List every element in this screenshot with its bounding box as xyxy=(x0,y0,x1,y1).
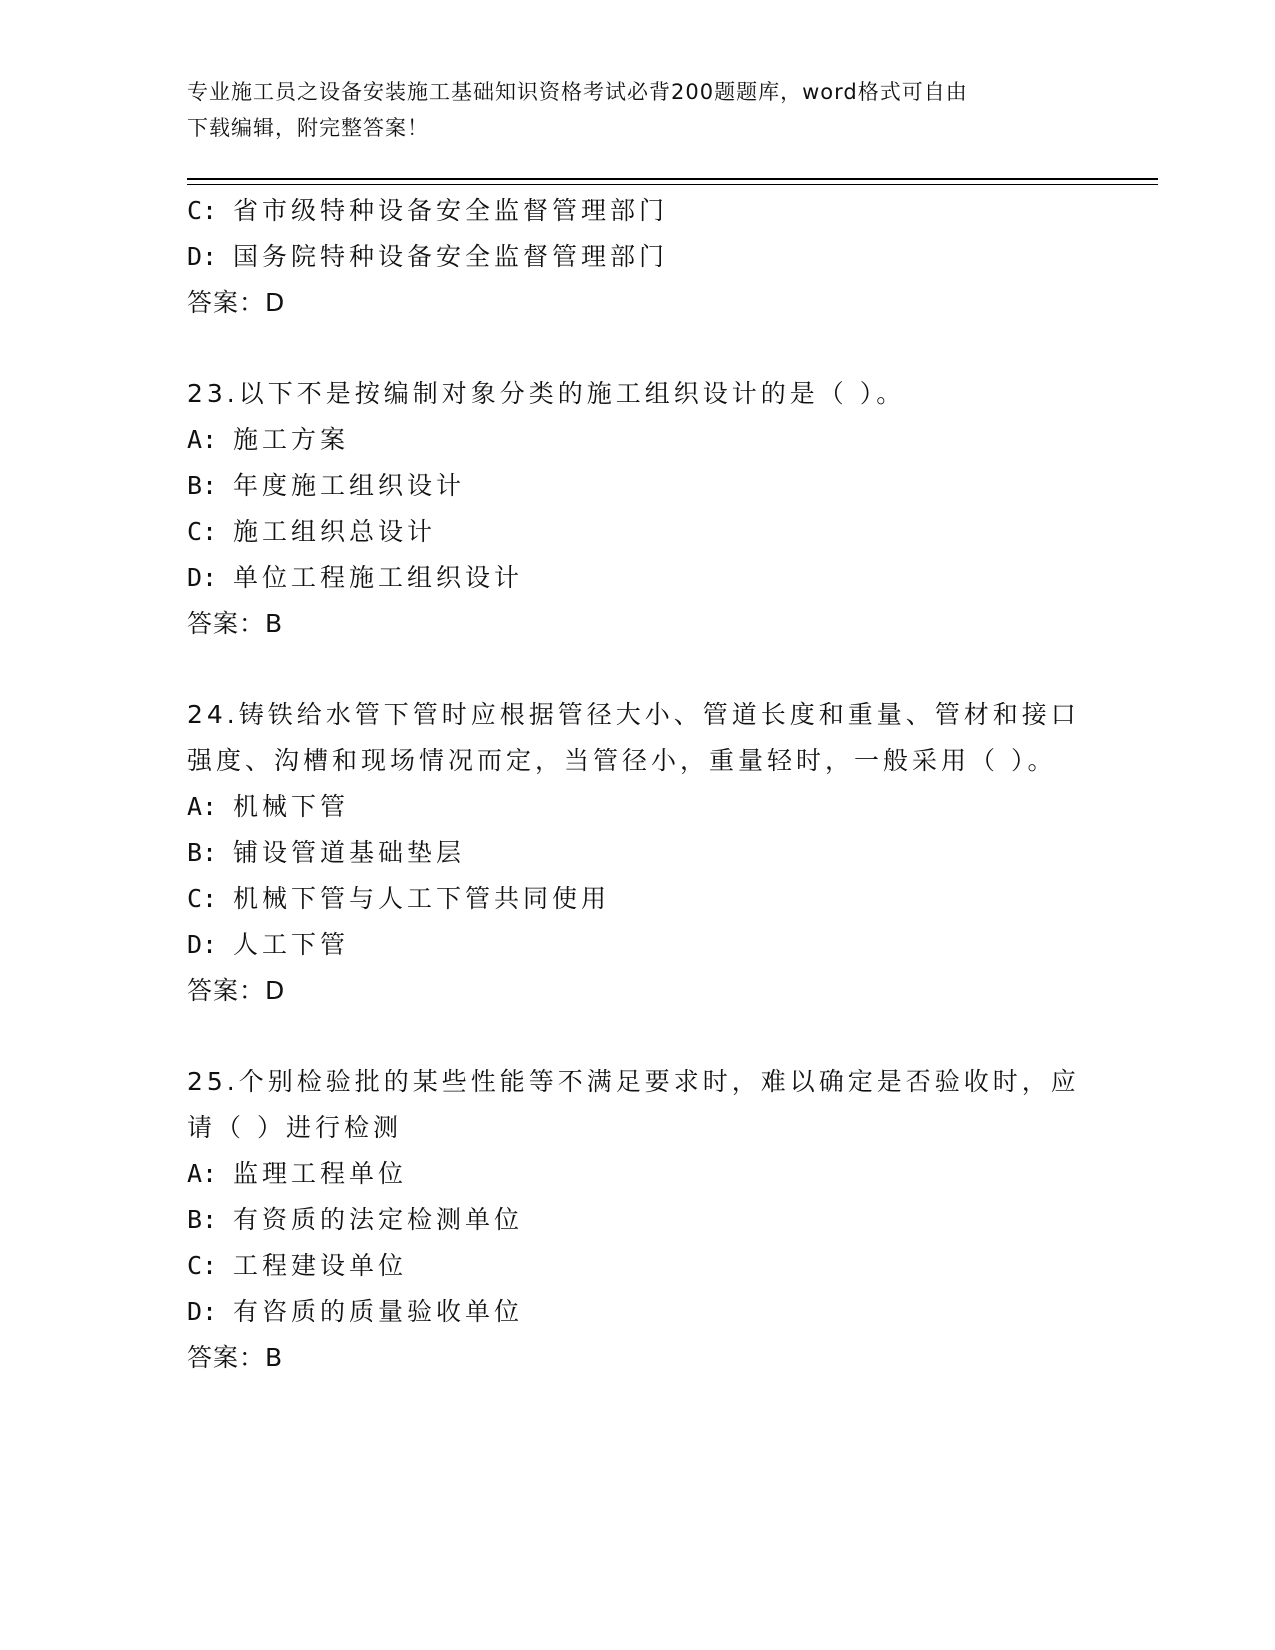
answer-line: 答案：D xyxy=(187,288,286,317)
option-letter: D: xyxy=(187,242,218,271)
question-25 xyxy=(187,1059,1087,1381)
header-rule-thick xyxy=(187,178,1158,180)
option-c xyxy=(187,509,1087,555)
header-rule-thin xyxy=(187,184,1158,185)
option-c xyxy=(187,876,1087,922)
option-text: 年度施工组织设计 xyxy=(233,471,466,500)
option-letter: A: xyxy=(187,1159,218,1188)
question-24 xyxy=(187,692,1087,1014)
option-a xyxy=(187,417,1087,463)
header-line-1: 专业施工员之设备安装施工基础知识资格考试必背200题题库，word格式可自由 xyxy=(187,80,968,104)
option-b xyxy=(187,830,1087,876)
option-text: 国务院特种设备安全监督管理部门 xyxy=(233,242,669,271)
question-stem-line-2: 强度、沟槽和现场情况而定，当管径小，重量轻时，一般采用（ ）。 xyxy=(187,746,1057,775)
option-a xyxy=(187,1151,1087,1197)
header-line-2: 下载编辑，附完整答案！ xyxy=(187,116,429,140)
option-d xyxy=(187,922,1087,968)
option-text: 监理工程单位 xyxy=(233,1159,408,1188)
option-d xyxy=(187,1289,1087,1335)
option-text: 工程建设单位 xyxy=(233,1251,408,1280)
option-text: 机械下管 xyxy=(233,792,350,821)
question-content xyxy=(187,188,1087,1381)
option-d xyxy=(187,234,1087,280)
option-text: 铺设管道基础垫层 xyxy=(233,838,466,867)
option-b xyxy=(187,1197,1087,1243)
option-c xyxy=(187,1243,1087,1289)
option-letter: D: xyxy=(187,1297,218,1326)
option-letter: D: xyxy=(187,563,218,592)
question-stem-line-2: 请（ ）进行检测 xyxy=(187,1113,402,1142)
answer-line: 答案：B xyxy=(187,1343,284,1372)
option-letter: B: xyxy=(187,1205,218,1234)
question-23 xyxy=(187,371,1087,647)
option-text: 单位工程施工组织设计 xyxy=(233,563,524,592)
question-stem: 23.以下不是按编制对象分类的施工组织设计的是（ ）。 xyxy=(187,379,906,408)
option-d xyxy=(187,555,1087,601)
option-b xyxy=(187,463,1087,509)
option-letter: B: xyxy=(187,471,218,500)
option-text: 有资质的法定检测单位 xyxy=(233,1205,524,1234)
option-text: 机械下管与人工下管共同使用 xyxy=(233,884,611,913)
option-text: 有咨质的质量验收单位 xyxy=(233,1297,524,1326)
question-stem-line-1: 25.个别检验批的某些性能等不满足要求时，难以确定是否验收时，应 xyxy=(187,1067,1080,1096)
option-letter: C: xyxy=(187,517,218,546)
option-a xyxy=(187,784,1087,830)
option-letter: B: xyxy=(187,838,218,867)
option-letter: A: xyxy=(187,792,218,821)
option-letter: C: xyxy=(187,196,218,225)
option-letter: A: xyxy=(187,425,218,454)
question-22-continued xyxy=(187,188,1087,326)
question-stem-line-1: 24.铸铁给水管下管时应根据管径大小、管道长度和重量、管材和接口 xyxy=(187,700,1080,729)
answer-line: 答案：B xyxy=(187,609,284,638)
option-letter: C: xyxy=(187,1251,218,1280)
answer-line: 答案：D xyxy=(187,976,286,1005)
option-text: 施工组织总设计 xyxy=(233,517,437,546)
option-c xyxy=(187,188,1087,234)
option-letter: C: xyxy=(187,884,218,913)
option-text: 施工方案 xyxy=(233,425,350,454)
document-header xyxy=(187,74,1067,146)
option-letter: D: xyxy=(187,930,218,959)
option-text: 人工下管 xyxy=(233,930,350,959)
option-text: 省市级特种设备安全监督管理部门 xyxy=(233,196,669,225)
